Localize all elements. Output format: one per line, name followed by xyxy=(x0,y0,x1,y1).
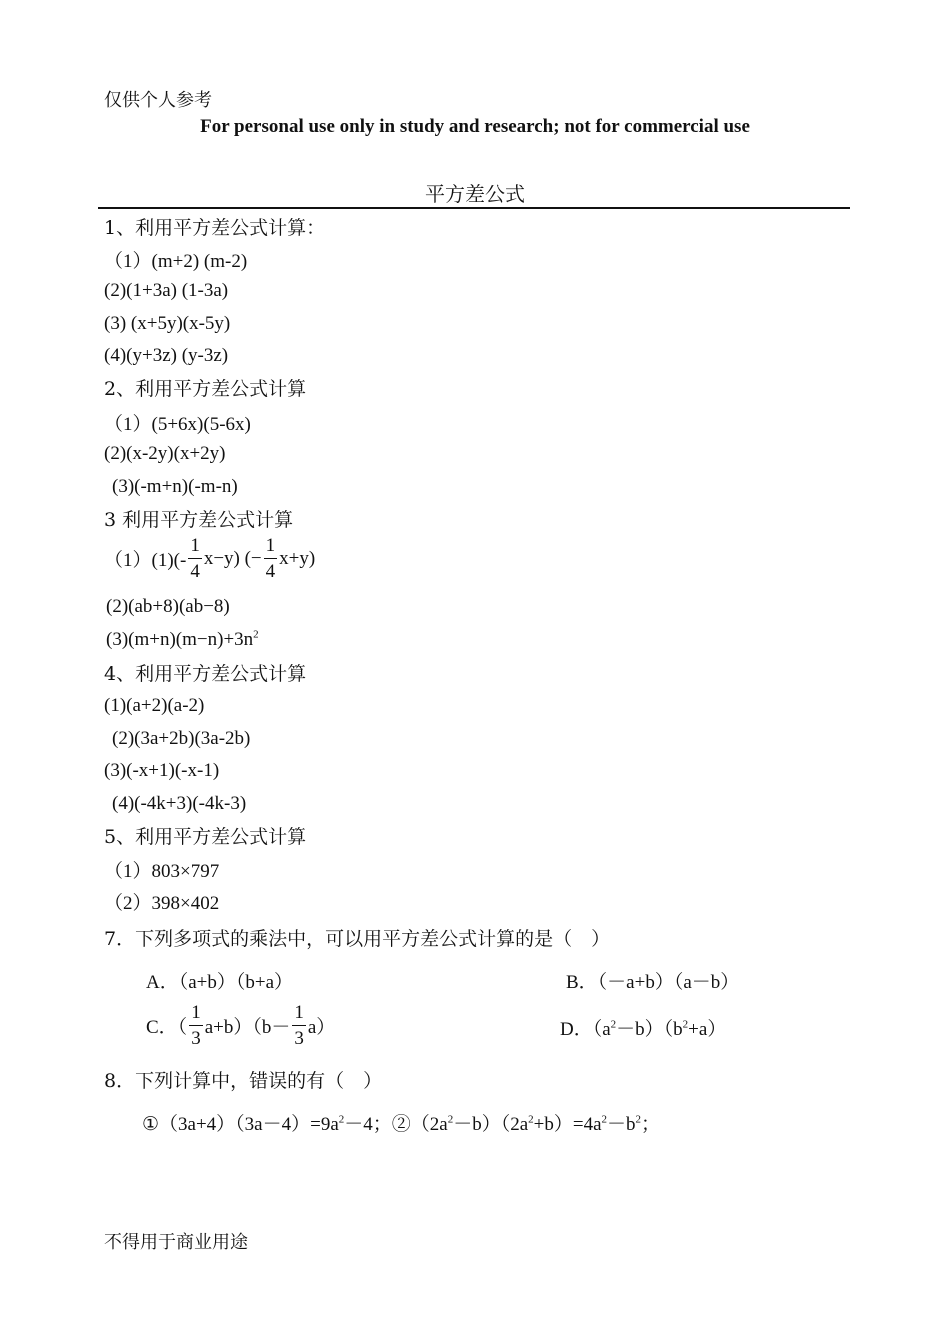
exponent: 2 xyxy=(528,1113,534,1126)
notice-text: For personal use only in study and research; not for commercial use xyxy=(200,116,750,137)
exponent: 2 xyxy=(338,1113,345,1126)
q5-item-1: （1）803×797 xyxy=(104,861,220,882)
exponent: 2 xyxy=(610,1018,617,1031)
q4-item-3: (3)(-x+1)(-x-1) xyxy=(104,760,220,781)
q5-title: 5、利用平方差公式计算 xyxy=(104,826,307,848)
q7-option-a: A．（a+b）（b+a） xyxy=(146,972,294,993)
q7-option-d-part: －b）（b xyxy=(616,1019,683,1040)
q3-item-1 xyxy=(104,536,315,581)
q1-item-2: (2)(1+3a) (1-3a) xyxy=(104,280,229,301)
exponent: 2 xyxy=(635,1113,642,1126)
fraction-numerator: 1 xyxy=(264,536,278,559)
exponent: 2 xyxy=(447,1113,454,1126)
header-note: 仅供个人参考 xyxy=(104,90,212,111)
q8-part: －b）（2a xyxy=(453,1114,529,1135)
q1-item-1: （1）(m+2) (m-2) xyxy=(104,251,248,272)
q2-item-1: （1）(5+6x)(5-6x) xyxy=(104,414,251,435)
fraction-denominator: 4 xyxy=(265,561,276,582)
fraction-numerator: 1 xyxy=(189,1003,203,1026)
q5-item-2: （2）398×402 xyxy=(104,893,220,914)
q8-part: +b）=4a xyxy=(533,1114,602,1135)
q7-option-c-prefix: C．（ xyxy=(146,1017,188,1038)
q7-option-c-suffix: a） xyxy=(307,1017,336,1038)
q4-title: 4、利用平方差公式计算 xyxy=(104,663,307,685)
q3-item-3-text: (3)(m+n)(m−n)+3n xyxy=(106,629,254,650)
fraction-one-quarter xyxy=(264,536,278,581)
title-rule xyxy=(98,207,850,209)
q8-part: －4；②（2a xyxy=(344,1114,448,1135)
exponent: 2 xyxy=(682,1018,689,1031)
q7-title: 7．下列多项式的乘法中，可以用平方差公式计算的是（ ） xyxy=(104,928,611,950)
fraction-one-quarter xyxy=(188,536,202,581)
q2-item-3: (3)(-m+n)(-m-n) xyxy=(112,476,238,497)
q8-part: －b xyxy=(607,1114,636,1135)
q3-item-1-mid: x−y) (− xyxy=(203,547,262,569)
q1-item-3: (3) (x+5y)(x-5y) xyxy=(104,313,231,334)
q3-item-2: (2)(ab+8)(ab−8) xyxy=(106,596,230,617)
q7-option-c xyxy=(146,1003,335,1048)
q2-item-2: (2)(x-2y)(x+2y) xyxy=(104,443,226,464)
fraction-denominator: 4 xyxy=(190,561,200,582)
fraction-one-third xyxy=(292,1003,306,1048)
q3-item-1-prefix: （1）(1)(- xyxy=(104,550,187,571)
q1-title: 1、利用平方差公式计算： xyxy=(104,217,326,239)
q7-option-d-part: +a） xyxy=(688,1019,727,1040)
footer-note: 不得用于商业用途 xyxy=(104,1232,248,1253)
q4-item-1: (1)(a+2)(a-2) xyxy=(104,695,205,716)
q7-option-d xyxy=(560,1014,726,1041)
q7-option-c-mid: a+b）（b－ xyxy=(204,1017,291,1038)
q1-item-4: (4)(y+3z) (y-3z) xyxy=(104,345,229,366)
q3-title: 3 利用平方差公式计算 xyxy=(104,509,294,531)
fraction-numerator: 1 xyxy=(292,1003,306,1026)
exponent: 2 xyxy=(601,1113,608,1126)
q8-title: 8．下列计算中，错误的有（ ） xyxy=(104,1070,383,1092)
q8-part: ； xyxy=(641,1114,661,1135)
fraction-denominator: 3 xyxy=(294,1028,304,1049)
q7-option-b: B．（－a+b）（a－b） xyxy=(566,972,740,993)
q3-item-3 xyxy=(106,629,259,651)
q7-option-d-part: D．（a xyxy=(560,1019,611,1040)
q8-part: ①（3a+4）（3a－4）=9a xyxy=(142,1114,339,1135)
q8-statement-line xyxy=(142,1109,660,1136)
q2-title: 2、利用平方差公式计算 xyxy=(104,378,307,400)
fraction-numerator: 1 xyxy=(188,536,202,559)
fraction-one-third xyxy=(189,1003,203,1048)
fraction-denominator: 3 xyxy=(191,1028,201,1049)
q3-item-1-suffix: x+y) xyxy=(279,547,316,569)
q4-item-2: (2)(3a+2b)(3a-2b) xyxy=(112,728,251,749)
section-title: 平方差公式 xyxy=(425,182,525,206)
q4-item-4: (4)(-4k+3)(-4k-3) xyxy=(112,793,247,814)
exponent: 2 xyxy=(253,628,259,641)
